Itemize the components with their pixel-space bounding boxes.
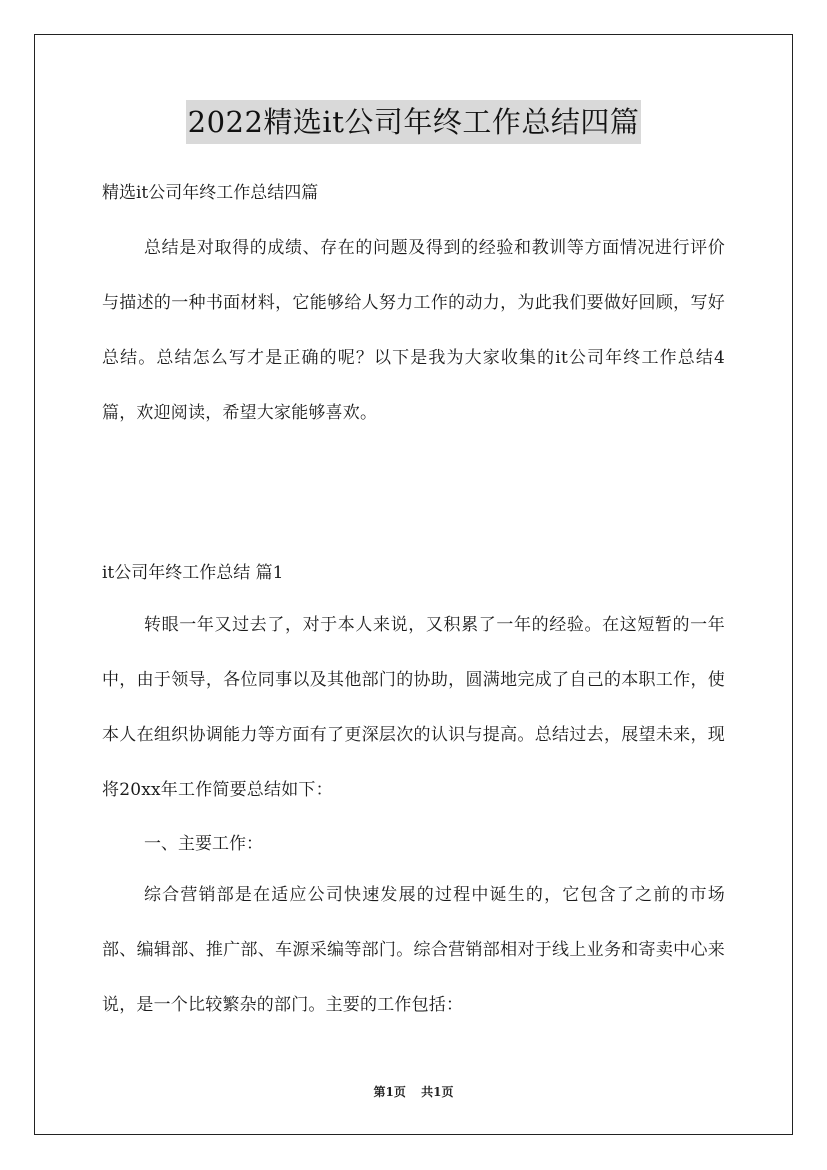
- document-title: 2022精选it公司年终工作总结四篇: [186, 100, 642, 144]
- page-total: 共1页: [421, 1085, 454, 1099]
- page-number: 第1页: [373, 1085, 406, 1099]
- section-paragraph-2: 综合营销部是在适应公司快速发展的过程中诞生的，它包含了之前的市场部、编辑部、推广部、车源采编等部门。综合营销部相对于线上业务和寄卖中心来说，是一个比较繁杂的部门。主要的工作包括：: [102, 885, 725, 1015]
- document-subtitle: 精选it公司年终工作总结四篇: [102, 183, 319, 203]
- subheading-main-work: 一、主要工作：: [144, 834, 263, 854]
- intro-paragraph: 总结是对取得的成绩、存在的问题及得到的经验和教训等方面情况进行评价与描述的一种书面材料，它能够给人努力工作的动力，为此我们要做好回顾，写好总结。总结怎么写才是正确的呢？以下是我为大家收集的it公司年终工作总结4篇，欢迎阅读，希望大家能够喜欢。: [102, 238, 725, 423]
- section-heading: it公司年终工作总结 篇1: [102, 563, 284, 583]
- section-paragraph-1: 转眼一年又过去了，对于本人来说，又积累了一年的经验。在这短暂的一年中，由于领导，各位同事以及其他部门的协助，圆满地完成了自己的本职工作，使本人在组织协调能力等方面有了更深层次的认识与提高。总结过去，展望未来，现将20xx年工作简要总结如下：: [102, 615, 725, 800]
- title-container: [0, 100, 827, 144]
- page-footer: [0, 1084, 827, 1100]
